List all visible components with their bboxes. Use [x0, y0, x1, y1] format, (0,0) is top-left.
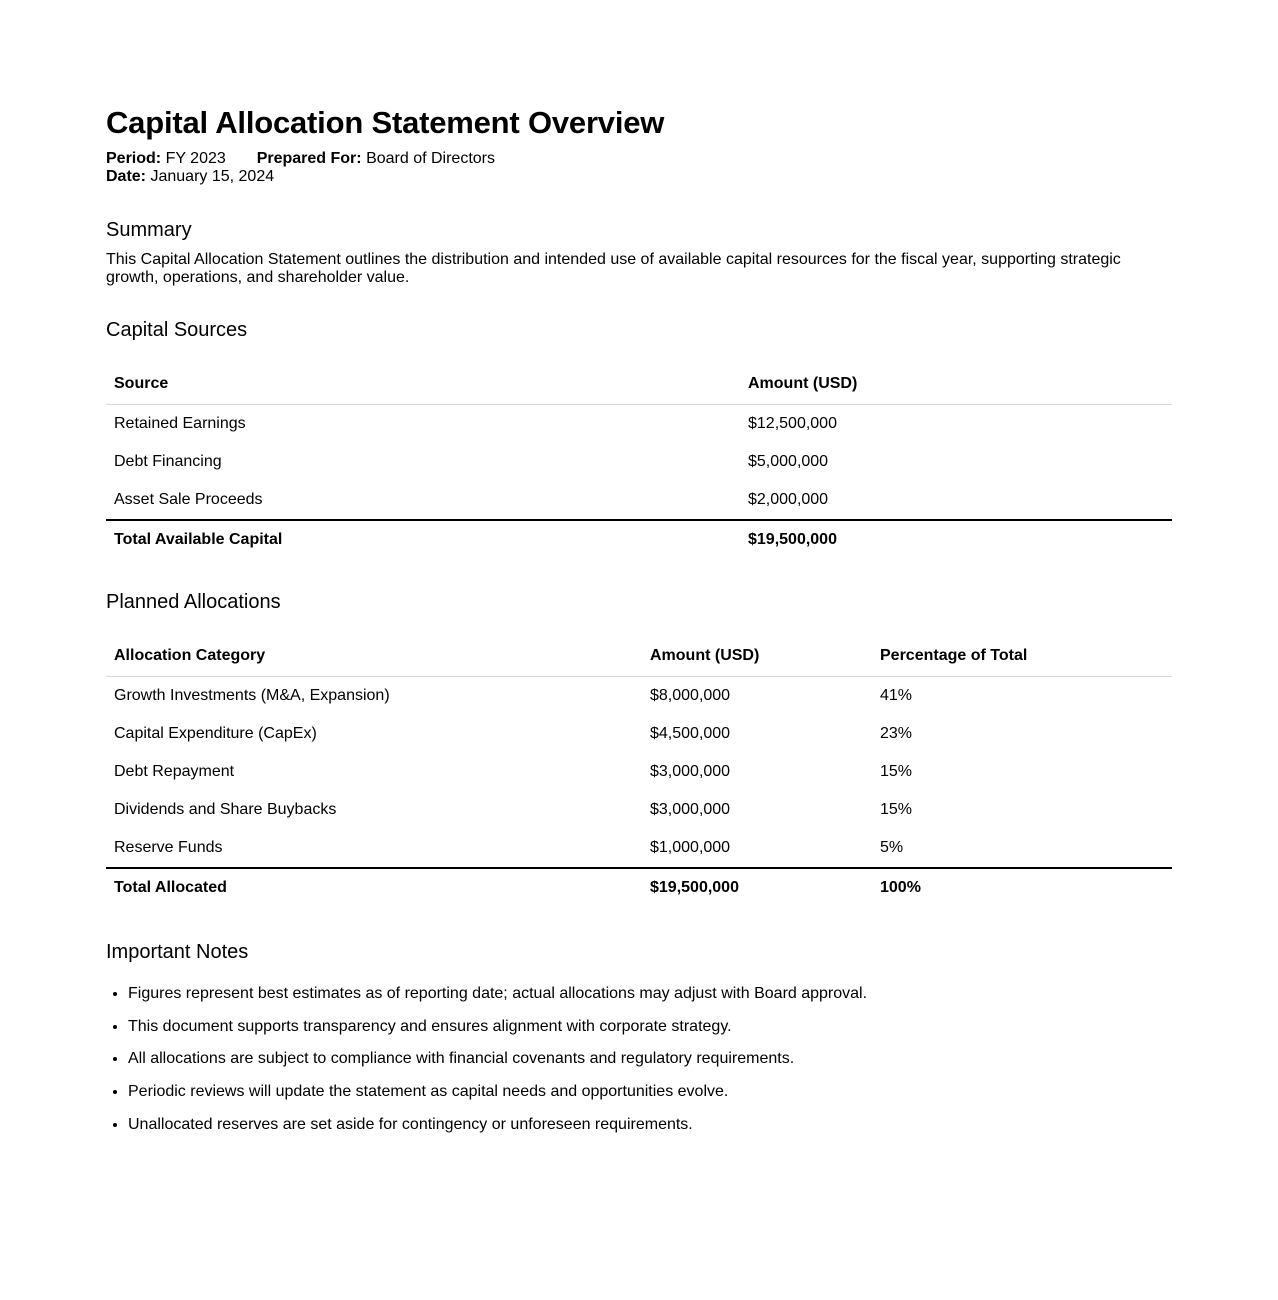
date-label: Date: — [106, 168, 147, 185]
total-percentage: 100% — [872, 868, 1172, 907]
source-amount: $2,000,000 — [748, 491, 829, 508]
table-row — [106, 753, 1172, 791]
table-row — [106, 791, 1172, 829]
source-name: Asset Sale Proceeds — [114, 491, 263, 508]
list-item: • Unallocated reserves are set aside for contingency or unforeseen requirements. — [128, 1116, 1172, 1134]
allocation-category: Capital Expenditure (CapEx) — [114, 725, 317, 742]
period-value: FY 2023 — [165, 150, 226, 167]
allocation-amount: $3,000,000 — [650, 763, 731, 780]
source-amount: $5,000,000 — [748, 453, 829, 470]
summary-text: This Capital Allocation Statement outlines the distribution and intended use of available capital resources for the fiscal year, supporting strategic growth, operations, and shareholder value. — [106, 251, 1121, 286]
prepared-for-value: Board of Directors — [366, 150, 495, 167]
column-header-amount: Amount (USD) — [642, 636, 872, 677]
page-title: Capital Allocation Statement Overview — [106, 105, 665, 140]
table-header-row — [106, 636, 1172, 677]
notes-list — [106, 985, 1172, 1134]
allocation-category: Reserve Funds — [114, 839, 223, 856]
total-label: Total Available Capital — [106, 520, 740, 559]
total-label: Total Allocated — [106, 868, 642, 907]
table-row — [106, 829, 1172, 868]
source-name: Retained Earnings — [114, 415, 246, 432]
allocation-amount: $4,500,000 — [650, 725, 731, 742]
table-row — [106, 481, 1172, 520]
important-notes-heading: Important Notes — [106, 941, 249, 963]
document-meta — [106, 150, 1172, 186]
allocation-percentage: 15% — [880, 801, 913, 818]
source-amount: $12,500,000 — [748, 415, 837, 432]
column-header-amount: Amount (USD) — [740, 364, 1172, 405]
column-header-percentage: Percentage of Total — [872, 636, 1172, 677]
allocation-percentage: 41% — [880, 687, 913, 704]
allocation-percentage: 23% — [880, 725, 913, 742]
allocation-percentage: 15% — [880, 763, 913, 780]
allocation-amount: $8,000,000 — [650, 687, 731, 704]
meta-line-2 — [106, 168, 1172, 186]
planned-allocations-heading: Planned Allocations — [106, 591, 281, 613]
period-label: Period: — [106, 150, 162, 167]
source-name: Debt Financing — [114, 453, 222, 470]
table-row — [106, 677, 1172, 716]
list-item: • All allocations are subject to compliance with financial covenants and regulatory requirements. — [128, 1050, 1172, 1068]
table-row — [106, 405, 1172, 444]
list-item: • Figures represent best estimates as of reporting date; actual allocations may adjust with Board approval. — [128, 985, 1172, 1003]
table-total-row — [106, 868, 1172, 907]
column-header-category: Allocation Category — [106, 636, 642, 677]
table-row — [106, 443, 1172, 481]
list-item: • This document supports transparency and ensures alignment with corporate strategy. — [128, 1018, 1172, 1036]
total-amount: $19,500,000 — [740, 520, 1172, 559]
capital-sources-table — [106, 364, 1172, 559]
table-header-row — [106, 364, 1172, 405]
capital-sources-heading: Capital Sources — [106, 319, 248, 341]
total-amount: $19,500,000 — [642, 868, 872, 907]
table-row — [106, 715, 1172, 753]
column-header-source: Source — [106, 364, 740, 405]
summary-heading: Summary — [106, 219, 192, 241]
allocation-category: Dividends and Share Buybacks — [114, 801, 337, 818]
prepared-for-label: Prepared For: — [256, 150, 362, 167]
allocation-percentage: 5% — [880, 839, 904, 856]
allocation-category: Growth Investments (M&A, Expansion) — [114, 687, 390, 704]
table-total-row — [106, 520, 1172, 559]
allocation-amount: $1,000,000 — [650, 839, 731, 856]
planned-allocations-table — [106, 636, 1172, 907]
meta-line-1 — [106, 150, 1172, 168]
allocation-category: Debt Repayment — [114, 763, 235, 780]
list-item: • Periodic reviews will update the statement as capital needs and opportunities evolve. — [128, 1083, 1172, 1101]
allocation-amount: $3,000,000 — [650, 801, 731, 818]
date-value: January 15, 2024 — [150, 168, 275, 185]
